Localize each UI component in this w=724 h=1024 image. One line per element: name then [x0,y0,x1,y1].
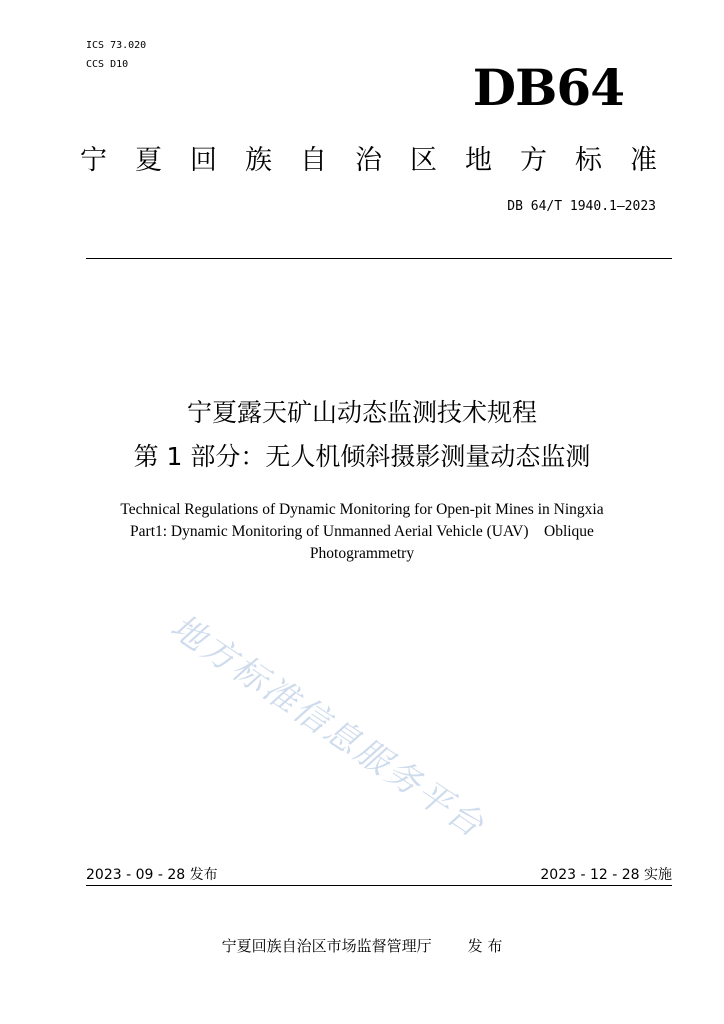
watermark: 地方标准信息服务平台 [163,606,493,847]
ics-label: ICS [86,40,105,51]
publisher [0,935,724,956]
title-en-line2: Part1: Dynamic Monitoring of Unmanned Aerial Vehicle (UAV) Oblique [130,523,594,540]
publish-date: 2023 - 09 - 28 发布 [86,867,218,883]
ics-value: 73.020 [110,40,147,51]
title-en-line1: Technical Regulations of Dynamic Monitoring for Open-pit Mines in Ningxia [120,501,604,518]
ics-code [86,36,152,55]
header-divider [86,258,672,259]
publisher-action: 发 布 [467,937,503,955]
standard-category-title: 宁夏回族自治区地方标准 [80,145,685,176]
publisher-name: 宁夏回族自治区市场监督管理厅 [221,937,432,955]
db64-logo: DB64 [472,58,624,117]
implement-date: 2023 - 12 - 28 实施 [540,867,672,883]
standard-number: DB 64/T 1940.1—2023 [507,199,656,214]
ccs-code [86,55,152,74]
title-en [70,499,654,565]
ccs-label: CCS [86,59,105,70]
title-cn-line2: 第 1 部分：无人机倾斜摄影测量动态监测 [133,442,591,471]
footer-divider [86,885,672,886]
ccs-value: D10 [110,59,129,70]
title-en-line3: Photogrammetry [309,545,415,562]
classification-codes [86,36,152,74]
title-cn-line1: 宁夏露天矿山动态监测技术规程 [186,398,537,427]
